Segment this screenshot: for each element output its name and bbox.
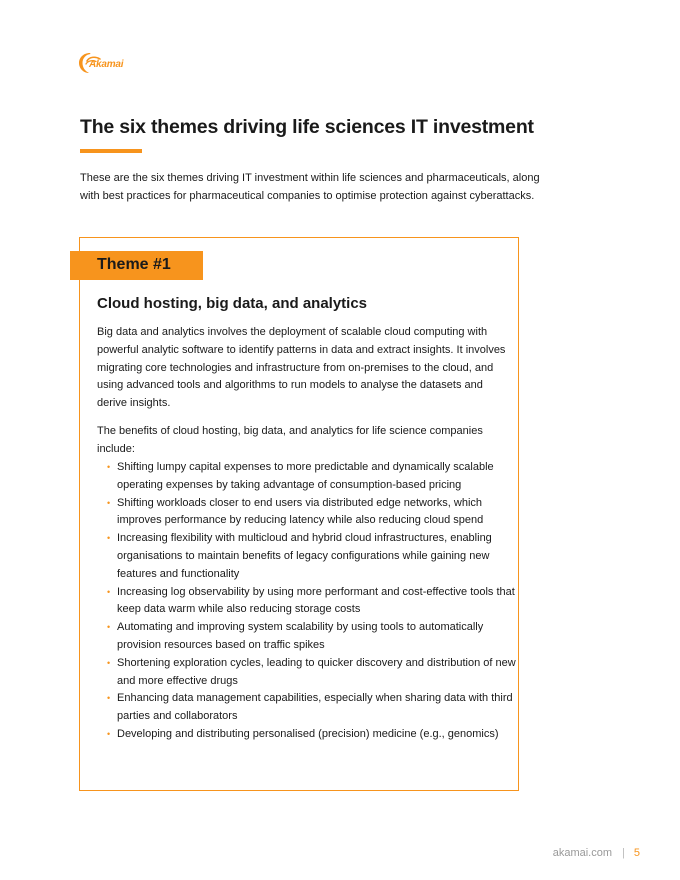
list-item [97, 655, 517, 691]
bullet-icon: • [107, 533, 111, 544]
logo-wordmark: Akamai [89, 59, 124, 70]
page-footer [553, 847, 640, 859]
benefits-list [97, 459, 517, 744]
list-item [97, 726, 517, 744]
list-item-text: Shifting lumpy capital expenses to more predictable and dynamically scalable operating expenses by taking advantage of consumption-based pricing [117, 461, 494, 491]
theme-heading: Cloud hosting, big data, and analytics [97, 295, 368, 312]
bullet-icon: • [107, 462, 111, 472]
bullet-icon: • [107, 622, 111, 633]
bullet-icon: • [107, 586, 111, 597]
intro-paragraph: These are the six themes driving IT investment within life sciences and pharmaceuticals, along with best practices for pharmaceutical companies to optimise protection against cyberattacks. [80, 172, 540, 202]
bullet-icon: • [107, 657, 111, 668]
list-item [97, 530, 517, 583]
list-item [97, 584, 517, 620]
theme-label-tab [70, 251, 203, 280]
list-item-text: Increasing log observability by using more performant and cost-effective tools that keep data warm while also reducing storage costs [117, 585, 515, 616]
akamai-logo[interactable] [78, 51, 138, 75]
footer-site-link[interactable]: akamai.com [552, 847, 613, 859]
theme-label: Theme #1 [97, 256, 171, 273]
page-number: 5 [633, 847, 640, 859]
list-item [97, 459, 517, 495]
theme-paragraph-1: Big data and analytics involves the deployment of scalable cloud computing with powerful analytic software to identify patterns in data and extract insights. It involves migrating core technologies and infrastructure from on-premises to the cloud, and using advanced tools and algorithms to run models to analyse the datasets and derive insights. [97, 326, 506, 410]
bullet-icon: • [107, 497, 111, 508]
list-item-text: Automating and improving system scalability by using tools to automatically provision resources based on traffic spikes [117, 621, 484, 651]
list-item-text: Developing and distributing personalised (precision) medicine (e.g., genomics) [117, 727, 499, 740]
theme-paragraph-2: The benefits of cloud hosting, big data, and analytics for life science companies include: [97, 425, 483, 455]
bullet-icon: • [107, 728, 111, 739]
list-item-text: Shortening exploration cycles, leading to quicker discovery and distribution of new and more effective drugs [117, 656, 516, 687]
list-item-text: Increasing flexibility with multicloud and hybrid cloud infrastructures, enabling organisations to maintain benefits of legacy configurations while gaining new features and functionality [117, 532, 492, 580]
list-item [97, 619, 517, 655]
title-underline [80, 149, 142, 153]
list-item [97, 690, 517, 726]
page-title: The six themes driving life sciences IT investment [80, 116, 534, 138]
list-item-text: Shifting workloads closer to end users via distributed edge networks, which improves performance by reducing latency while also reducing cloud spend [117, 496, 484, 527]
bullet-icon: • [107, 693, 111, 704]
list-item-text: Enhancing data management capabilities, especially when sharing data with third parties and collaborators [117, 692, 513, 723]
list-item [97, 495, 517, 531]
footer-separator: | [622, 847, 625, 859]
